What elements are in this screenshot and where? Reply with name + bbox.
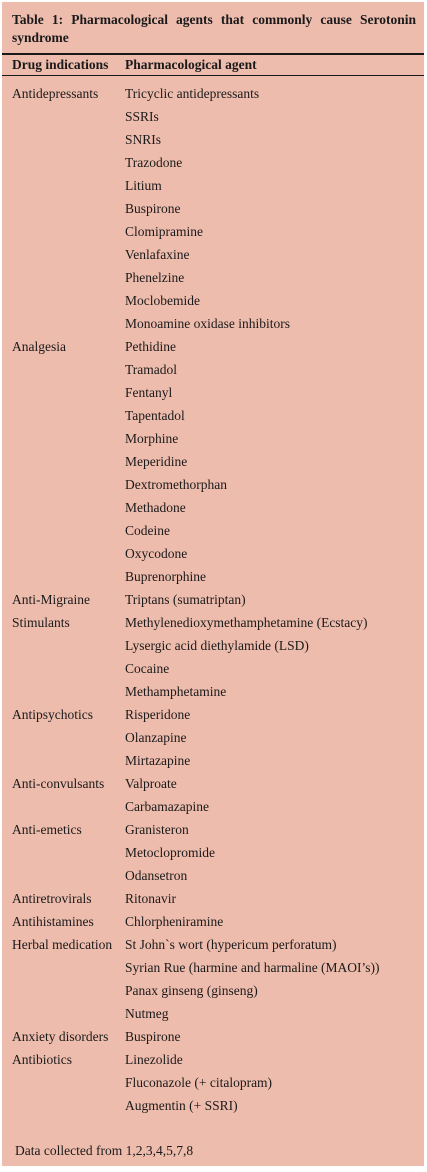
pharmacological-agent-cell: Phenelzine [125,270,185,285]
pharmacological-agent-cell: Tramadol [125,362,178,377]
pharmacological-agent-cell: Valproate [125,776,177,791]
agent-list [125,588,424,611]
agent-list [125,818,424,887]
pharmacological-agent-cell: Odansetron [125,868,188,883]
agent-list [125,82,424,335]
table-row [2,611,424,703]
pharmacological-agent-cell: SNRIs [125,132,162,147]
agent-list [125,933,424,1025]
pharmacological-agent-cell: Tricyclic antidepressants [125,86,260,101]
pharmacological-agent-cell: Venlafaxine [125,247,190,262]
pharmacological-agent-cell: Tapentadol [125,408,185,423]
table-row [2,588,424,611]
table-row [2,818,424,887]
table-row [2,703,424,772]
pharmacological-agent-cell: SSRIs [125,109,159,124]
pharmacological-agent-cell: Chlorpheniramine [125,914,224,929]
drug-indication-cell: Anti-convulsants [12,776,105,791]
pharmacological-agent-cell: Mirtazapine [125,753,191,768]
drug-indication-cell: Antipsychotics [12,707,93,722]
table-row [2,772,424,818]
table-row [2,910,424,933]
pharmacological-agent-cell: Pethidine [125,339,176,354]
table-row [2,82,424,335]
table-row [2,887,424,910]
pharmacological-agent-cell: Litium [125,178,162,193]
pharmacological-agent-cell: Moclobemide [125,293,200,308]
agent-list [125,910,424,933]
pharmacological-agent-cell: Methamphetamine [125,684,227,699]
header-pharmacological-agent: Pharmacological agent [125,57,257,72]
pharmacological-agent-cell: Buspirone [125,201,181,216]
pharmacological-agent-cell: Granisteron [125,822,189,837]
pharmacological-agent-cell: Lysergic acid diethylamide (LSD) [125,638,309,653]
agent-list [125,335,424,588]
pharmacological-agent-cell: Linezolide [125,1052,183,1067]
pharmacological-agent-cell: Fluconazole (+ citalopram) [125,1075,273,1090]
pharmacological-agent-cell: Syrian Rue (harmine and harmaline (MAOI’s)) [125,960,380,975]
table-row [2,335,424,588]
pharmacological-agent-cell: Trazodone [125,155,183,170]
header-drug-indications: Drug indications [12,57,109,72]
table-row [2,1025,424,1048]
pharmacological-agent-cell: Clomipramine [125,224,203,239]
pharmacological-agent-cell: Buprenorphine [125,569,206,584]
pharmacological-agent-cell: St John`s wort (hypericum perforatum) [125,937,337,952]
pharmacological-agent-cell: Triptans (sumatriptan) [125,592,246,607]
agent-list [125,703,424,772]
table-footnote: Data collected from 1,2,3,4,5,7,8 [15,1143,194,1158]
table-caption: Table 1: Pharmacological agents that commonly cause Serotonin syndrome [12,12,416,45]
table-row [2,1048,424,1117]
pharmacological-agent-cell: Fentanyl [125,385,173,400]
pharmacological-agent-cell: Carbamazapine [125,799,209,814]
pharmacological-agent-cell: Cocaine [125,661,170,676]
drug-table [2,2,424,1166]
agent-list [125,772,424,818]
pharmacological-agent-cell: Buspirone [125,1029,181,1044]
drug-indication-cell: Antihistamines [12,914,94,929]
pharmacological-agent-cell: Panax ginseng (ginseng) [125,983,258,998]
pharmacological-agent-cell: Morphine [125,431,179,446]
pharmacological-agent-cell: Olanzapine [125,730,187,745]
agent-list [125,887,424,910]
pharmacological-agent-cell: Monoamine oxidase inhibitors [125,316,290,331]
drug-indication-cell: Stimulants [12,615,70,630]
drug-indication-cell: Antidepressants [12,86,99,101]
agent-list [125,1048,424,1117]
agent-list [125,611,424,703]
table-row [2,933,424,1025]
drug-indication-cell: Anti-Migraine [12,592,90,607]
pharmacological-agent-cell: Oxycodone [125,546,188,561]
pharmacological-agent-cell: Meperidine [125,454,188,469]
pharmacological-agent-cell: Dextromethorphan [125,477,227,492]
drug-indication-cell: Antibiotics [12,1052,72,1067]
table-body [2,76,424,1117]
drug-indication-cell: Herbal medication [12,937,113,952]
pharmacological-agent-cell: Nutmeg [125,1006,169,1021]
drug-indication-cell: Anti-emetics [12,822,82,837]
drug-indication-cell: Anxiety disorders [12,1029,109,1044]
pharmacological-agent-cell: Augmentin (+ SSRI) [125,1098,238,1113]
pharmacological-agent-cell: Methylenedioxymethamphetamine (Ecstacy) [125,615,368,630]
agent-list [125,1025,424,1048]
pharmacological-agent-cell: Methadone [125,500,186,515]
pharmacological-agent-cell: Ritonavir [125,891,176,906]
pharmacological-agent-cell: Risperidone [125,707,191,722]
drug-indication-cell: Analgesia [12,339,66,354]
drug-indication-cell: Antiretrovirals [12,891,92,906]
table-header [2,55,424,75]
pharmacological-agent-cell: Metoclopromide [125,845,215,860]
pharmacological-agent-cell: Codeine [125,523,170,538]
